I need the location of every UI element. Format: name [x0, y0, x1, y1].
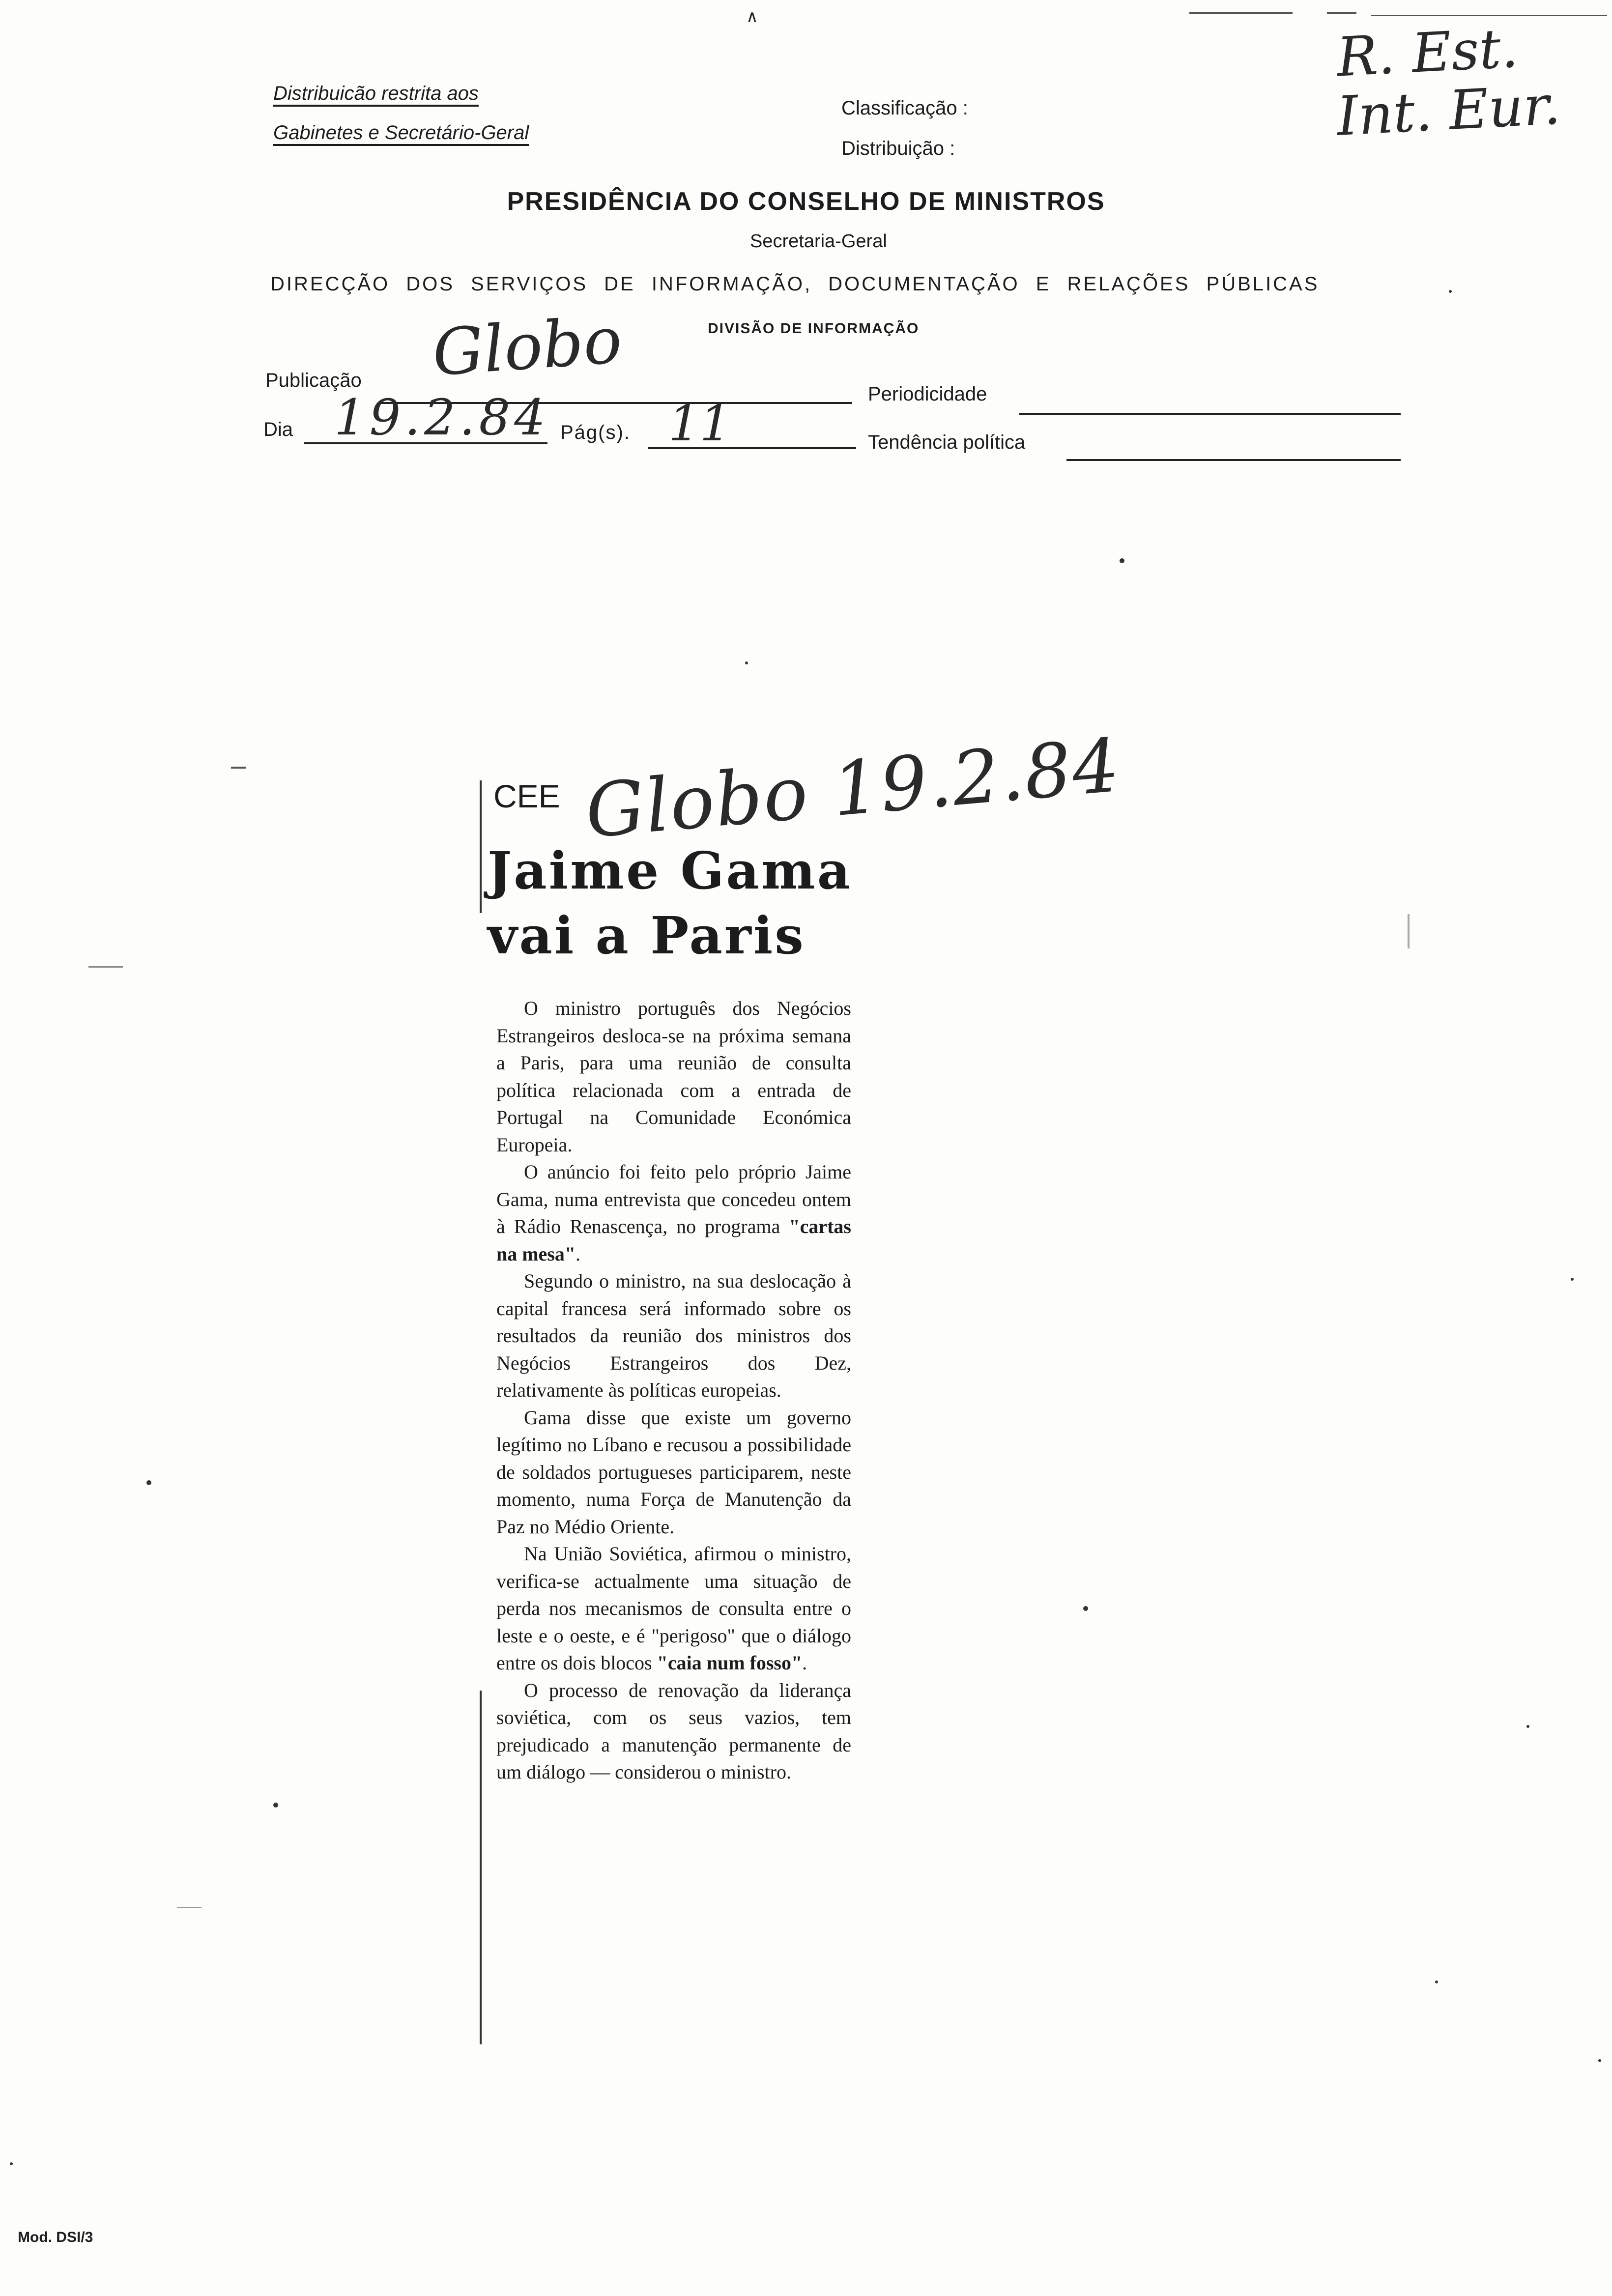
restricted-line-1: Distribuicão restrita aos	[273, 83, 479, 104]
scan-speck	[1120, 558, 1124, 563]
article-title-line-1: Jaime Gama	[488, 840, 853, 901]
scan-mark	[177, 1907, 202, 1908]
scan-speck	[1526, 1725, 1529, 1728]
scan-speck	[1449, 290, 1452, 293]
scan-speck	[1083, 1606, 1088, 1611]
tendencia-label: Tendência política	[868, 431, 1026, 453]
article-body	[496, 995, 851, 1786]
scan-mark	[1189, 12, 1293, 14]
clipping-edge-bottom	[480, 1691, 482, 2044]
article-bold-fosso-tail: .	[802, 1652, 807, 1674]
article-title-line-2: vai a Paris	[488, 905, 806, 966]
article-bold-fosso: "caia num fosso"	[657, 1652, 803, 1674]
scan-speck	[1435, 1980, 1438, 1983]
handwritten-annotation-line-1: R. Est.	[1335, 16, 1520, 89]
divisao-line: DIVISÃO DE INFORMAÇÃO	[708, 320, 920, 337]
article-bold-program: "cartas na mesa"	[496, 1215, 851, 1265]
periodicidade-label: Periodicidade	[868, 383, 987, 405]
article-handwritten-source: Globo 19.2.84	[582, 722, 1124, 855]
article-paragraph: O processo de renovação da liderança soviética, com os seus vazios, tem prejudicado a manutenção permanente de um diálogo — considerou o ministro.	[496, 1679, 851, 1783]
scan-mark	[88, 966, 123, 968]
publicacao-handwritten-value: Globo	[430, 302, 625, 391]
form-code: Mod. DSI/3	[18, 2229, 93, 2245]
article-paragraph	[496, 1540, 851, 1677]
handwritten-annotation-line-2: Int. Eur.	[1335, 73, 1562, 148]
scan-speck	[1598, 2059, 1601, 2062]
article-paragraph: Segundo o ministro, na sua deslocação à capital francesa será informado sobre os resultados da reunião dos ministros dos Negócios Estrangeiros dos Dez, relativamente às políticas europeias.	[496, 1270, 851, 1401]
distribuicao-label: Distribuição :	[841, 138, 955, 159]
scan-speck	[10, 2162, 13, 2165]
direccao-line: DIRECÇÃO DOS SERVIÇOS DE INFORMAÇÃO, DOCUMENTAÇÃO E RELAÇÕES PÚBLICAS	[270, 273, 1320, 295]
restricted-line-2: Gabinetes e Secretário-Geral	[273, 122, 529, 144]
tendencia-line	[1066, 459, 1401, 461]
scan-mark	[1327, 12, 1356, 14]
scan-speck	[273, 1803, 278, 1808]
article-paragraph: Gama disse que existe um governo legítimo no Líbano e recusou a possibilidade de soldados portugueses participarem, neste momento, numa Força de Manutenção da Paz no Médio Oriente.	[496, 1406, 851, 1538]
presidencia-title: PRESIDÊNCIA DO CONSELHO DE MINISTROS	[507, 187, 1105, 216]
scan-mark	[1408, 914, 1410, 948]
pags-label: Pág(s).	[560, 422, 631, 443]
pags-handwritten-value: 11	[668, 395, 731, 452]
article-paragraph-text: Na União Soviética, afirmou o ministro, verifica-se actualmente uma situação de perda nos mecanismos de consulta entre o leste e o oeste, e é "perigoso" que o diálogo entre os dois blocos	[496, 1543, 851, 1674]
article-paragraph: O ministro português dos Negócios Estrangeiros desloca-se na próxima semana a Paris, para uma reunião de consulta política relacionada com a entrada de Portugal na Comunidade Económica Europeia.	[496, 997, 851, 1156]
scan-mark: ∧	[746, 7, 758, 26]
article-section: CEE	[493, 778, 560, 814]
scan-mark	[231, 767, 246, 769]
article-paragraph-text: O anúncio foi feito pelo próprio Jaime Gama, numa entrevista que concedeu ontem à Rádio Renascença, no programa	[496, 1161, 851, 1237]
article-bold-program-tail: .	[576, 1242, 581, 1265]
classificacao-label: Classificação :	[841, 97, 968, 119]
periodicidade-line	[1019, 413, 1401, 415]
secretaria-subtitle: Secretaria-Geral	[750, 231, 887, 252]
scan-speck	[146, 1480, 151, 1485]
scan-mark	[1371, 15, 1607, 16]
dia-label: Dia	[263, 419, 293, 440]
article-paragraph	[496, 1158, 851, 1267]
scan-speck	[745, 661, 748, 664]
publicacao-label: Publicação	[265, 370, 362, 391]
scan-speck	[1571, 1278, 1574, 1281]
clipping-edge-top	[480, 780, 482, 913]
dia-handwritten-value: 19.2.84	[334, 389, 549, 446]
